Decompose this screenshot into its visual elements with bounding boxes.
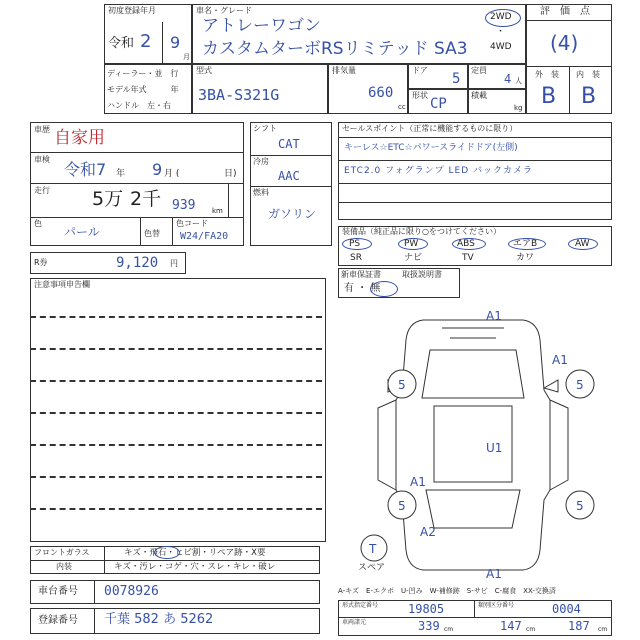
- inspection-month-unit: 月 (: [164, 169, 180, 179]
- recycle-value: 9,120: [116, 255, 159, 271]
- model-value: 3BA-S321G: [198, 86, 280, 104]
- doors-value: 5: [452, 71, 461, 87]
- spare-tire-label: T: [369, 542, 377, 556]
- damage-legend: A-キズ E-エクボ U-凹み W-補修跡 S-サビ C-腐食 XX-交換済: [338, 587, 556, 595]
- notes-line-2: [30, 348, 322, 350]
- equip-leather: カワ: [516, 253, 535, 263]
- mileage-box-v: [228, 183, 229, 217]
- first-reg-divider: [162, 22, 163, 64]
- first-reg-era: 令和: [108, 36, 135, 51]
- shift-value: CAT: [278, 137, 300, 151]
- sales-sep1: [338, 160, 612, 161]
- equipment-label: 装備品（純正品に限り○をつけてください）: [342, 227, 501, 236]
- ref-r4: 147: [500, 619, 522, 633]
- sales-sep0: [338, 137, 612, 138]
- grade-divider-vert: [569, 66, 570, 114]
- displacement-unit: cc: [398, 103, 406, 111]
- model-year-label: モデル年式 年: [107, 85, 179, 94]
- color-code-label: 色コード: [176, 219, 208, 228]
- sales-line1: キーレス☆ETC☆パワースライドドア(左側): [344, 143, 518, 153]
- damage-a1-top: A1: [486, 309, 502, 323]
- shape-value: CP: [430, 96, 447, 112]
- damage-u1: U1: [486, 441, 503, 455]
- recycle-box: [30, 252, 186, 274]
- plate-value: 千葉 582 あ 5262: [104, 612, 214, 627]
- warranty-label: 新車保証書: [341, 270, 381, 279]
- grade-ext-label: 外 装: [535, 70, 559, 79]
- equip-sr: SR: [350, 253, 362, 263]
- ref-unit-1: cm: [444, 626, 454, 633]
- mileage-rest: 939: [172, 198, 196, 213]
- grade-value: (4): [550, 31, 579, 55]
- notes-line-1: [30, 316, 322, 318]
- shape-label: 形状: [412, 91, 428, 100]
- drive-4wd: 4WD: [490, 42, 512, 52]
- glass-sep-v: [104, 546, 105, 574]
- sales-sep3: [338, 202, 612, 203]
- chassis-sep: [94, 580, 95, 604]
- drive-dot: ・: [496, 27, 506, 37]
- interior-value: キズ・汚レ・コゲ・穴・スレ・キレ・破レ: [114, 562, 276, 572]
- color-label2: 色替: [144, 229, 160, 238]
- plate-sep: [94, 608, 95, 634]
- car-name-line1: アトレーワゴン: [202, 16, 321, 36]
- ref-r2: 0004: [552, 602, 581, 616]
- equip-aw: AW: [575, 239, 590, 249]
- usage-sep3: [30, 217, 244, 218]
- usage-sep1: [30, 152, 244, 153]
- front-glass-value: キズ・飛石・ヒビ割・リペア跡・X要: [124, 548, 266, 558]
- grade-int: B: [581, 84, 597, 109]
- tire-fl: 5: [398, 378, 406, 392]
- glass-sep-h: [30, 560, 320, 561]
- color-label: 色: [34, 219, 42, 228]
- interior-label: 内装: [56, 562, 72, 571]
- notes-line-7: [30, 508, 322, 510]
- tire-rr: 5: [576, 499, 584, 513]
- car-name-label: 車名・グレード: [196, 6, 252, 15]
- recycle-unit: 円: [170, 259, 178, 268]
- color-sep-b: [172, 217, 173, 246]
- chassis-value: 0078926: [104, 584, 159, 599]
- aircon-value: AAC: [278, 169, 300, 183]
- first-reg-month-unit: 月: [183, 53, 190, 61]
- equip-ps: PS: [349, 239, 361, 249]
- damage-a2: A2: [420, 525, 436, 539]
- inspection-day-unit: 日): [224, 169, 237, 179]
- spare-text: スペア: [358, 563, 386, 573]
- manual-label: 取扱説明書: [402, 270, 442, 279]
- notes-line-5: [30, 444, 322, 446]
- ref-r3: 339: [418, 619, 440, 633]
- notes-label: 注意事項申告欄: [34, 280, 90, 289]
- damage-a1-bottom: A1: [486, 567, 502, 581]
- spec-sep2: [250, 186, 332, 187]
- notes-line-6: [30, 476, 322, 478]
- inspection-label: 車検: [34, 155, 50, 164]
- load-unit: kg: [514, 104, 523, 112]
- equip-tv: TV: [462, 253, 474, 263]
- car-diagram: [338, 300, 612, 586]
- spec-sep1: [250, 155, 332, 156]
- shift-label: シフト: [253, 124, 277, 133]
- capacity-label: 定員: [471, 66, 487, 75]
- plate-label: 登録番号: [38, 615, 78, 626]
- first-reg-label: 初度登録年月: [108, 6, 156, 15]
- capacity-unit: 人: [515, 77, 522, 85]
- drive-2wd: 2WD: [490, 12, 512, 22]
- equip-abs: ABS: [457, 239, 475, 249]
- grade-ext: B: [541, 84, 557, 109]
- ref-sep-v: [474, 600, 475, 617]
- ref-r5: 187: [568, 619, 590, 633]
- dealer-label: ディーラー・並 行: [107, 69, 179, 78]
- handle-label: ハンドル 左・右: [107, 101, 171, 110]
- ref-r1-label: 形式指定番号: [342, 602, 379, 609]
- grade-divider-top: [526, 20, 612, 21]
- mileage-unit: km: [212, 207, 223, 215]
- aircon-label: 冷房: [253, 157, 269, 166]
- mileage-man: 5万: [92, 188, 124, 210]
- model-label: 型式: [196, 66, 212, 75]
- damage-a1-right: A1: [552, 353, 568, 367]
- ref-unit-3: cm: [598, 626, 608, 633]
- color-code: W24/FA20: [180, 231, 229, 242]
- fuel-value: ガソリン: [268, 207, 317, 221]
- grade-label: 評 価 点: [540, 6, 590, 17]
- damage-a1-left: A1: [410, 475, 426, 489]
- ref-r1: 19805: [408, 602, 445, 616]
- sales-label: セールスポイント（正常に機能するものに限り）: [342, 124, 518, 133]
- ref-r2-label: 類別区分番号: [478, 602, 515, 609]
- color-value: パール: [64, 225, 100, 239]
- equip-pw: PW: [404, 239, 419, 249]
- first-reg-month: 9: [170, 33, 181, 52]
- car-name-line2: カスタムターボRSリミテッド SA3: [202, 39, 468, 59]
- ref-r3-label: 車両諸元: [342, 619, 367, 626]
- sales-sep2: [338, 183, 612, 184]
- warranty-value: 有 ・ 無: [344, 283, 381, 294]
- warranty-circle: [370, 281, 398, 297]
- sales-line2: ETC2.0 フォグランプ LED バックカメラ: [344, 166, 534, 176]
- first-reg-year: 2: [140, 31, 152, 52]
- usage-value: 自家用: [54, 128, 105, 148]
- usage-label: 車歴: [34, 125, 50, 134]
- fuel-label: 燃料: [253, 188, 269, 197]
- doors-label: ドア: [412, 66, 428, 75]
- load-label: 積載: [471, 91, 487, 100]
- capacity-value: 4: [504, 72, 512, 86]
- chassis-label: 車台番号: [38, 586, 78, 597]
- color-sep-a: [140, 217, 141, 246]
- inspection-era: 令和7: [64, 160, 107, 179]
- notes-line-4: [30, 412, 322, 414]
- inspection-month: 9: [152, 160, 163, 179]
- equip-navi: ナビ: [404, 253, 423, 263]
- inspection-year-unit: 年: [116, 169, 126, 179]
- tire-rl: 5: [398, 499, 406, 513]
- usage-sep2: [30, 183, 244, 184]
- tire-fr: 5: [576, 378, 584, 392]
- notes-line-3: [30, 380, 322, 382]
- displacement-value: 660: [368, 85, 394, 101]
- front-glass-circle: [154, 546, 180, 559]
- equip-airbag: エアB: [513, 239, 538, 249]
- grade-int-label: 内 装: [576, 70, 600, 79]
- mileage-sen: 2千: [130, 188, 162, 210]
- front-glass-label: フロントガラス: [34, 548, 90, 557]
- displacement-label: 排気量: [332, 66, 356, 75]
- mileage-label: 走行: [34, 186, 50, 195]
- ref-unit-2: cm: [526, 626, 536, 633]
- ref-sep-h: [338, 617, 612, 618]
- recycle-label: R券: [34, 258, 48, 267]
